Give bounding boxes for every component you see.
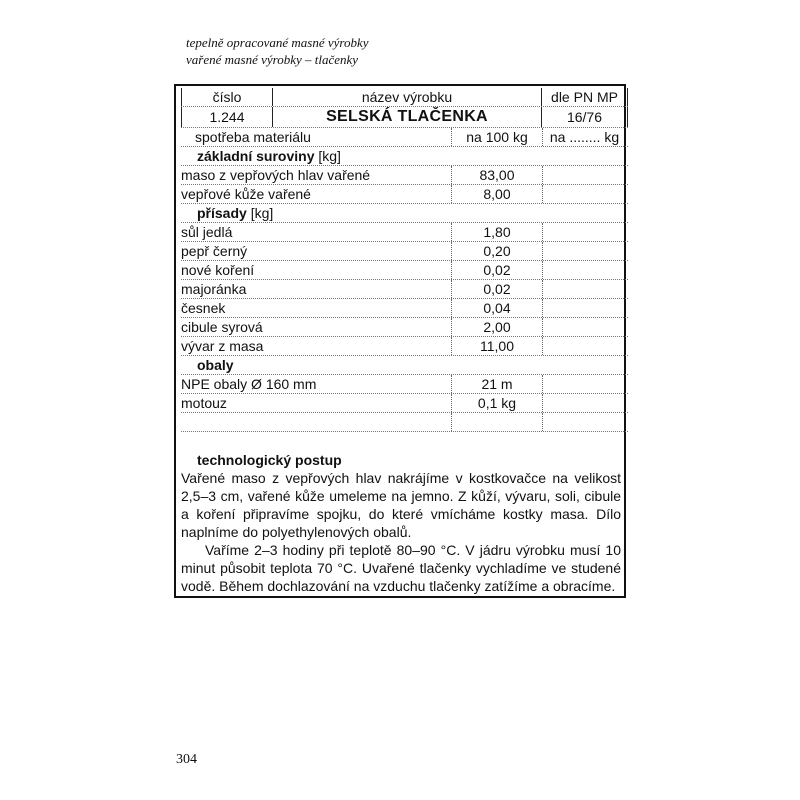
section-title [181, 356, 451, 374]
header-line-1: tepelně opracované masné výrobky [186, 35, 369, 50]
section-header-row [181, 356, 628, 375]
ingredient-row [181, 394, 628, 413]
ingredient-name: majoránka [181, 281, 247, 297]
ingredient-qty-100kg: 11,00 [451, 337, 543, 355]
procedure-title: technologický postup [197, 452, 342, 468]
ingredient-name: NPE obaly Ø 160 mm [181, 376, 317, 392]
col-per-kg: na ........ kg [549, 129, 620, 145]
ingredient-qty-100kg: 83,00 [451, 166, 543, 184]
ingredient-row [181, 242, 628, 261]
head-value-row [181, 107, 628, 128]
page-number: 304 [176, 752, 197, 767]
section-unit: [kg] [246, 205, 274, 221]
ingredient-row [181, 318, 628, 337]
procedure-paragraph-2: Vaříme 2–3 hodiny při teplotě 80–90 °C. V jádru výrobku musí 10 minut působit teplota 70 °C. Uvařené tlačenky vychladíme ve studené vodě. Během dochlazování na vzduchu tlačenky zatížíme a obracíme. [181, 542, 621, 594]
ingredient-row [181, 299, 628, 318]
ingredient-qty-custom [543, 223, 626, 241]
ingredient-row [181, 413, 628, 432]
recipe-card [174, 84, 626, 598]
norm-value: 16/76 [541, 107, 628, 127]
ingredient-qty-custom [543, 337, 626, 355]
ingredient-name: česnek [181, 300, 226, 316]
ingredient-qty-custom [543, 261, 626, 279]
running-header [186, 34, 369, 68]
ingredient-name: cibule syrová [181, 319, 263, 335]
section-title-text: obaly [197, 357, 234, 373]
col-per-100kg: na 100 kg [451, 128, 543, 146]
ingredient-qty-custom [543, 242, 626, 260]
section-unit: [kg] [314, 148, 341, 164]
ingredient-row [181, 166, 628, 185]
section-title [181, 147, 451, 165]
cislo-label: číslo [181, 88, 273, 106]
section-header-row [181, 147, 628, 166]
header-line-2: vařené masné výrobky – tlačenky [186, 52, 359, 67]
head-label-row [181, 88, 628, 107]
ingredient-qty-custom [543, 185, 626, 203]
ingredient-row [181, 223, 628, 242]
ingredient-row [181, 337, 628, 356]
ingredient-row [181, 375, 628, 394]
ingredient-row [181, 280, 628, 299]
ingredient-name: vývar z masa [181, 338, 264, 354]
product-title: SELSKÁ TLAČENKA [326, 108, 488, 125]
spotreba-row [181, 128, 628, 147]
ingredient-name [181, 413, 451, 431]
ingredient-qty-custom [543, 375, 626, 393]
procedure-paragraph-1: Vařené maso z vepřových hlav nakrájíme v kostkovačce na velikost 2,5–3 cm, vařené kůže umeleme na jemno. Z kůží, vývaru, soli, cibule a koření připravíme spojku, do které vmícháme kostky masa. Dílo naplníme do polyethylenových obalů. [181, 470, 621, 540]
section-title [181, 204, 451, 222]
ingredients-table [181, 88, 628, 432]
ingredient-name: motouz [181, 395, 227, 411]
ingredient-row [181, 185, 628, 204]
section-title-text: přísady [197, 205, 247, 221]
ingredient-name: nové koření [181, 262, 255, 278]
ingredient-qty-100kg [451, 413, 543, 431]
ingredient-qty-100kg: 0,04 [451, 299, 543, 317]
ingredient-qty-custom [543, 394, 626, 412]
ingredient-qty-custom [543, 166, 626, 184]
nazev-label: název výrobku [361, 89, 453, 105]
ingredient-qty-custom [543, 413, 626, 431]
ingredient-row [181, 261, 628, 280]
ingredient-name: sůl jedlá [181, 224, 233, 240]
ingredient-qty-100kg: 21 m [451, 375, 543, 393]
ingredient-qty-custom [543, 280, 626, 298]
norm-label: dle PN MP [541, 88, 628, 106]
ingredient-name: vepřové kůže vařené [181, 186, 311, 202]
ingredient-qty-100kg: 0,1 kg [451, 394, 543, 412]
ingredient-qty-100kg: 8,00 [451, 185, 543, 203]
section-header-row [181, 204, 628, 223]
spotreba-label: spotřeba materiálu [195, 129, 311, 145]
ingredient-qty-100kg: 2,00 [451, 318, 543, 336]
ingredient-qty-100kg: 0,20 [451, 242, 543, 260]
ingredient-qty-100kg: 1,80 [451, 223, 543, 241]
ingredient-qty-custom [543, 318, 626, 336]
ingredient-qty-100kg: 0,02 [451, 280, 543, 298]
ingredient-qty-100kg: 0,02 [451, 261, 543, 279]
ingredient-sections [181, 147, 628, 432]
cislo-value: 1.244 [181, 107, 273, 127]
ingredient-name: pepř černý [181, 243, 248, 259]
procedure [181, 451, 621, 595]
section-title-text: základní suroviny [197, 148, 315, 164]
ingredient-qty-custom [543, 299, 626, 317]
ingredient-name: maso z vepřových hlav vařené [181, 167, 371, 183]
